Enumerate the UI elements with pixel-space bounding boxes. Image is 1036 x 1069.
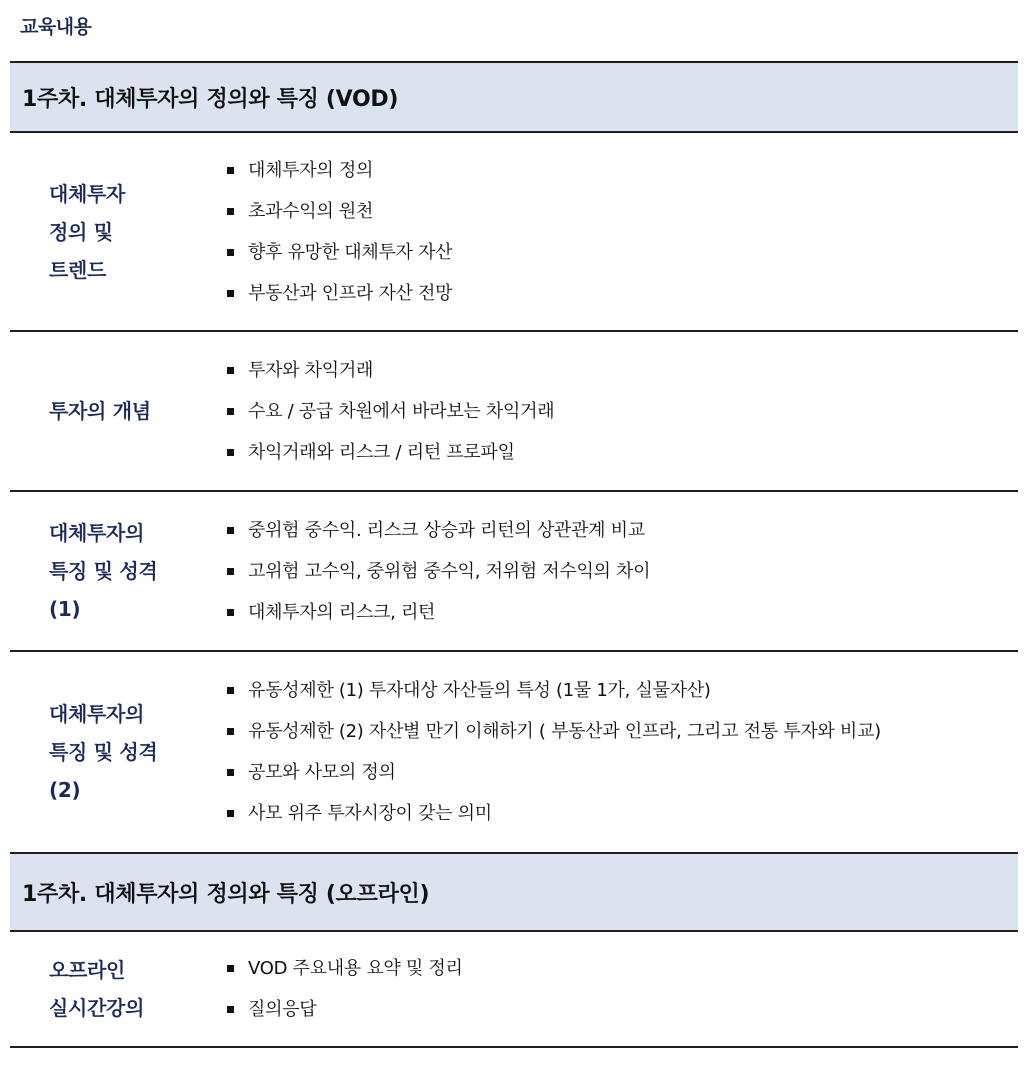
square-bullet-icon bbox=[227, 965, 234, 972]
list-item: 중위험 중수익. 리스크 상승과 리턴의 상관관계 비교 bbox=[220, 510, 650, 551]
curriculum-row bbox=[10, 492, 1018, 652]
list-item: 초과수익의 원천 bbox=[220, 191, 452, 232]
topic-label bbox=[10, 951, 220, 1027]
list-item: 공모와 사모의 정의 bbox=[220, 752, 881, 793]
topic-label-line: 트렌드 bbox=[49, 257, 107, 282]
topic-label-line: 투자의 개념 bbox=[49, 399, 151, 423]
square-bullet-icon bbox=[227, 609, 234, 616]
topic-label-line: (1) bbox=[49, 597, 81, 621]
topic-label-line: 대체투자 bbox=[49, 181, 126, 206]
topic-item-list bbox=[220, 150, 452, 314]
topic-label bbox=[10, 175, 220, 289]
list-item: 고위험 고수익, 중위험 중수익, 저위험 저수익의 차이 bbox=[220, 551, 650, 592]
list-item: 대체투자의 정의 bbox=[220, 150, 452, 191]
topic-label-line: 대체투자의 bbox=[49, 521, 145, 545]
curriculum-table bbox=[10, 61, 1018, 1048]
square-bullet-icon bbox=[227, 527, 234, 534]
list-item: VOD 주요내용 요약 및 정리 bbox=[220, 948, 463, 989]
week-header-vod: 1주차. 대체투자의 정의와 특징 (VOD) bbox=[10, 61, 1018, 133]
topic-item-list bbox=[220, 350, 554, 473]
list-item: 질의응답 bbox=[220, 989, 463, 1030]
topic-label-line: 특징 및 성격 bbox=[49, 740, 158, 764]
list-item: 투자와 차익거래 bbox=[220, 350, 554, 391]
topic-label bbox=[10, 514, 220, 628]
square-bullet-icon bbox=[227, 167, 234, 174]
topic-item-list bbox=[220, 948, 463, 1030]
topic-item-list bbox=[220, 510, 650, 633]
topic-label-line: 대체투자의 bbox=[49, 702, 145, 726]
topic-label bbox=[10, 392, 220, 430]
list-item: 수요 / 공급 차원에서 바라보는 차익거래 bbox=[220, 391, 554, 432]
square-bullet-icon bbox=[227, 290, 234, 297]
square-bullet-icon bbox=[227, 367, 234, 374]
topic-label-line: 오프라인 bbox=[49, 958, 126, 982]
topic-item-list bbox=[220, 670, 881, 834]
curriculum-row bbox=[10, 932, 1018, 1048]
topic-label-line: 특징 및 성격 bbox=[49, 559, 158, 583]
list-item: 사모 위주 투자시장이 갖는 의미 bbox=[220, 793, 881, 834]
list-item: 유동성제한 (2) 자산별 만기 이해하기 ( 부동산과 인프라, 그리고 전통 투자와 비교) bbox=[220, 711, 881, 752]
curriculum-row bbox=[10, 133, 1018, 332]
square-bullet-icon bbox=[227, 728, 234, 735]
week-header-offline: 1주차. 대체투자의 정의와 특징 (오프라인) bbox=[10, 852, 1018, 932]
curriculum-row bbox=[10, 332, 1018, 492]
topic-label bbox=[10, 695, 220, 809]
square-bullet-icon bbox=[227, 208, 234, 215]
list-item: 부동산과 인프라 자산 전망 bbox=[220, 273, 452, 314]
list-item: 차익거래와 리스크 / 리턴 프로파일 bbox=[220, 432, 554, 473]
topic-label-line: 정의 및 bbox=[49, 219, 113, 244]
square-bullet-icon bbox=[227, 687, 234, 694]
list-item: 향후 유망한 대체투자 자산 bbox=[220, 232, 452, 273]
square-bullet-icon bbox=[227, 1006, 234, 1013]
square-bullet-icon bbox=[227, 810, 234, 817]
curriculum-row bbox=[10, 652, 1018, 852]
square-bullet-icon bbox=[227, 408, 234, 415]
square-bullet-icon bbox=[227, 249, 234, 256]
list-item: 유동성제한 (1) 투자대상 자산들의 특성 (1물 1가, 실물자산) bbox=[220, 670, 881, 711]
square-bullet-icon bbox=[227, 568, 234, 575]
page-title: 교육내용 bbox=[20, 16, 92, 38]
list-item: 대체투자의 리스크, 리턴 bbox=[220, 592, 650, 633]
topic-label-line: (2) bbox=[49, 778, 81, 802]
square-bullet-icon bbox=[227, 769, 234, 776]
square-bullet-icon bbox=[227, 449, 234, 456]
topic-label-line: 실시간강의 bbox=[49, 996, 145, 1020]
